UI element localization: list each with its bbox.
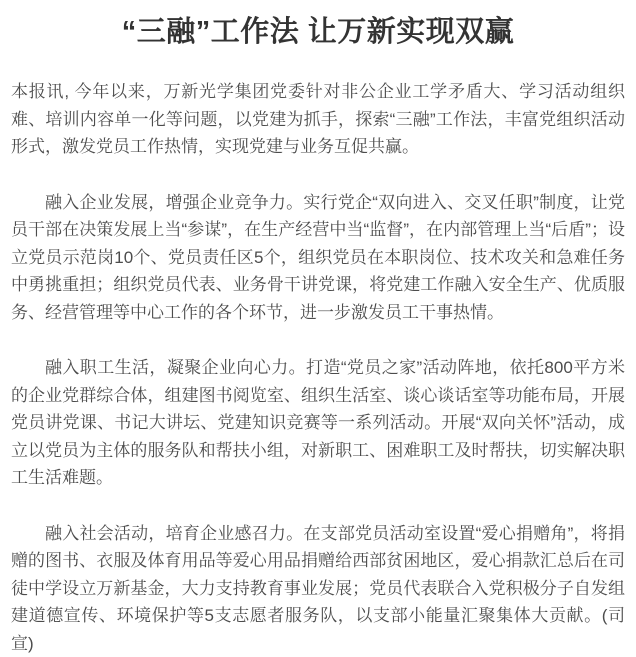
article-title: “三融”工作法 让万新实现双赢 (11, 14, 625, 50)
article-paragraph-enterprise: 融入企业发展，增强企业竞争力。实行党企“双向进入、交叉任职”制度，让党员干部在决策发展上当“参谋”，在生产经营中当“监督”，在内部管理上当“后盾”；设立党员示范岗10个、党员责任区5个，组织党员在本职岗位、技术攻关和急难任务中勇挑重担；组织党员代表、业务骨干讲党课，将党建工作融入安全生产、优质服务、经营管理等中心工作的各个环节，进一步激发员工干事热情。 (11, 189, 625, 327)
article-paragraph-social: 融入社会活动，培育企业感召力。在支部党员活动室设置“爱心捐赠角”，将捐赠的图书、衣服及体育用品等爱心用品捐赠给西部贫困地区，爱心捐款汇总后在司徒中学设立万新基金，大力支持教育事业发展；党员代表联合入党积极分子自发组建道德宣传、环境保护等5支志愿者服务队，以支部小能量汇聚集体大贡献。(司宣) (11, 520, 625, 657)
article-paragraph-lead: 本报讯, 今年以来，万新光学集团党委针对非公企业工学矛盾大、学习活动组织难、培训内容单一化等问题，以党建为抓手，探索“三融”工作法，丰富党组织活动形式，激发党员工作热情，实现党建与业务互促共赢。 (11, 78, 625, 161)
article-paragraph-staff-life: 融入职工生活，凝聚企业向心力。打造“党员之家”活动阵地，依托800平方米的企业党群综合体，组建图书阅览室、组织生活室、谈心谈话室等功能布局，开展党员讲党课、书记大讲坛、党建知识竞赛等一系列活动。开展“双向关怀”活动，成立以党员为主体的服务队和帮扶小组，对新职工、困难职工及时帮扶，切实解决职工生活难题。 (11, 354, 625, 492)
article-page (0, 14, 636, 632)
